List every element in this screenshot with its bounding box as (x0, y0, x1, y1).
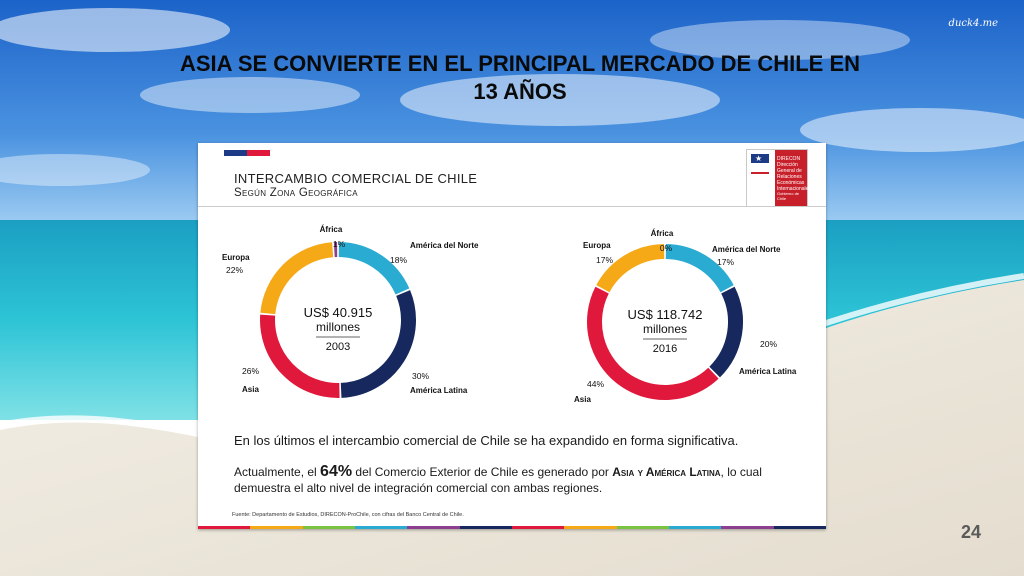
message-share (234, 464, 794, 496)
star-icon: ★ (755, 154, 763, 163)
slice-label-africa: África (650, 229, 674, 238)
message-part: Actualmente, el (234, 465, 321, 479)
slice-label-europa: Europa (583, 241, 611, 250)
slice-value-asia: 44% (587, 379, 605, 389)
slice-value-europa: 22% (226, 265, 244, 275)
slice-value-africa: 0% (659, 243, 673, 253)
center-amount: US$ 118.742 (627, 307, 703, 322)
logo-text-top: DIRECON Dirección General de Relaciones Económicas Internacionales (777, 156, 811, 192)
message-expansion: En los últimos el intercambio comercial de Chile se ha expandido en forma significativa. (234, 433, 739, 448)
donut-charts (198, 207, 826, 407)
slice-label-america-latina: América Latina (739, 367, 797, 376)
slice-label-asia: Asia (574, 395, 591, 404)
slice-value-america-latina: 30% (412, 371, 430, 381)
direcon-logo (746, 149, 811, 207)
slice-label-africa: África (319, 225, 343, 234)
slide-title (100, 50, 940, 106)
watermark: duck4.me (948, 18, 998, 29)
page-number: 24 (961, 522, 982, 542)
center-unit: millones (642, 322, 688, 336)
slice-asia-2016 (595, 290, 714, 392)
slice-label-america-del-norte: América del Norte (712, 245, 781, 254)
slice-value-africa: 1% (332, 239, 346, 249)
center-year: 2016 (652, 343, 678, 355)
highlight-asia: Asia (612, 465, 635, 479)
center-unit: millones (315, 320, 361, 334)
highlight-percent: 64% (320, 463, 353, 480)
color-strip (198, 526, 826, 529)
flag-strip (224, 143, 270, 149)
card-subtitle: Según Zona Geográfica (234, 187, 358, 199)
message-part: y (634, 465, 646, 479)
message-part: , lo cual demuestra el alto nivel de integración comercial con ambas regiones. (234, 465, 762, 495)
slice-label-europa: Europa (222, 253, 250, 262)
slice-value-europa: 17% (596, 255, 614, 265)
message-part: del Comercio Exterior de Chile es generado por (352, 465, 613, 479)
card-title (234, 171, 477, 201)
slice-value-america-del-norte: 18% (390, 255, 408, 265)
slice-label-america-del-norte: América del Norte (410, 241, 479, 250)
slice-europa-2003 (268, 250, 333, 314)
info-card (198, 143, 826, 529)
slice-label-america-latina: América Latina (410, 386, 468, 395)
donut-chart-2003 (222, 225, 479, 395)
center-amount: US$ 40.915 (303, 305, 373, 320)
slice-america-latina-2016 (715, 290, 736, 372)
slice-value-america-del-norte: 17% (717, 257, 735, 267)
slice-label-asia: Asia (242, 385, 259, 394)
slide-title-line1: ASIA SE CONVIERTE EN EL PRINCIPAL MERCADO DE CHILE EN (179, 51, 861, 76)
card-title-main: INTERCAMBIO COMERCIAL DE CHILE (234, 171, 478, 186)
center-year: 2003 (325, 341, 351, 353)
slice-value-america-latina: 20% (760, 339, 778, 349)
source-note: Fuente: Departamento de Estudios, DIRECON-ProChile, con cifras del Banco Central de Chile. (232, 512, 464, 518)
donut-chart-2016 (574, 229, 797, 404)
slide-title-line2: 13 AÑOS (473, 79, 567, 104)
slice-value-asia: 26% (242, 366, 260, 376)
highlight-latam: América Latina (645, 465, 721, 479)
logo-text-bottom: Gobierno de Chile (777, 191, 800, 201)
